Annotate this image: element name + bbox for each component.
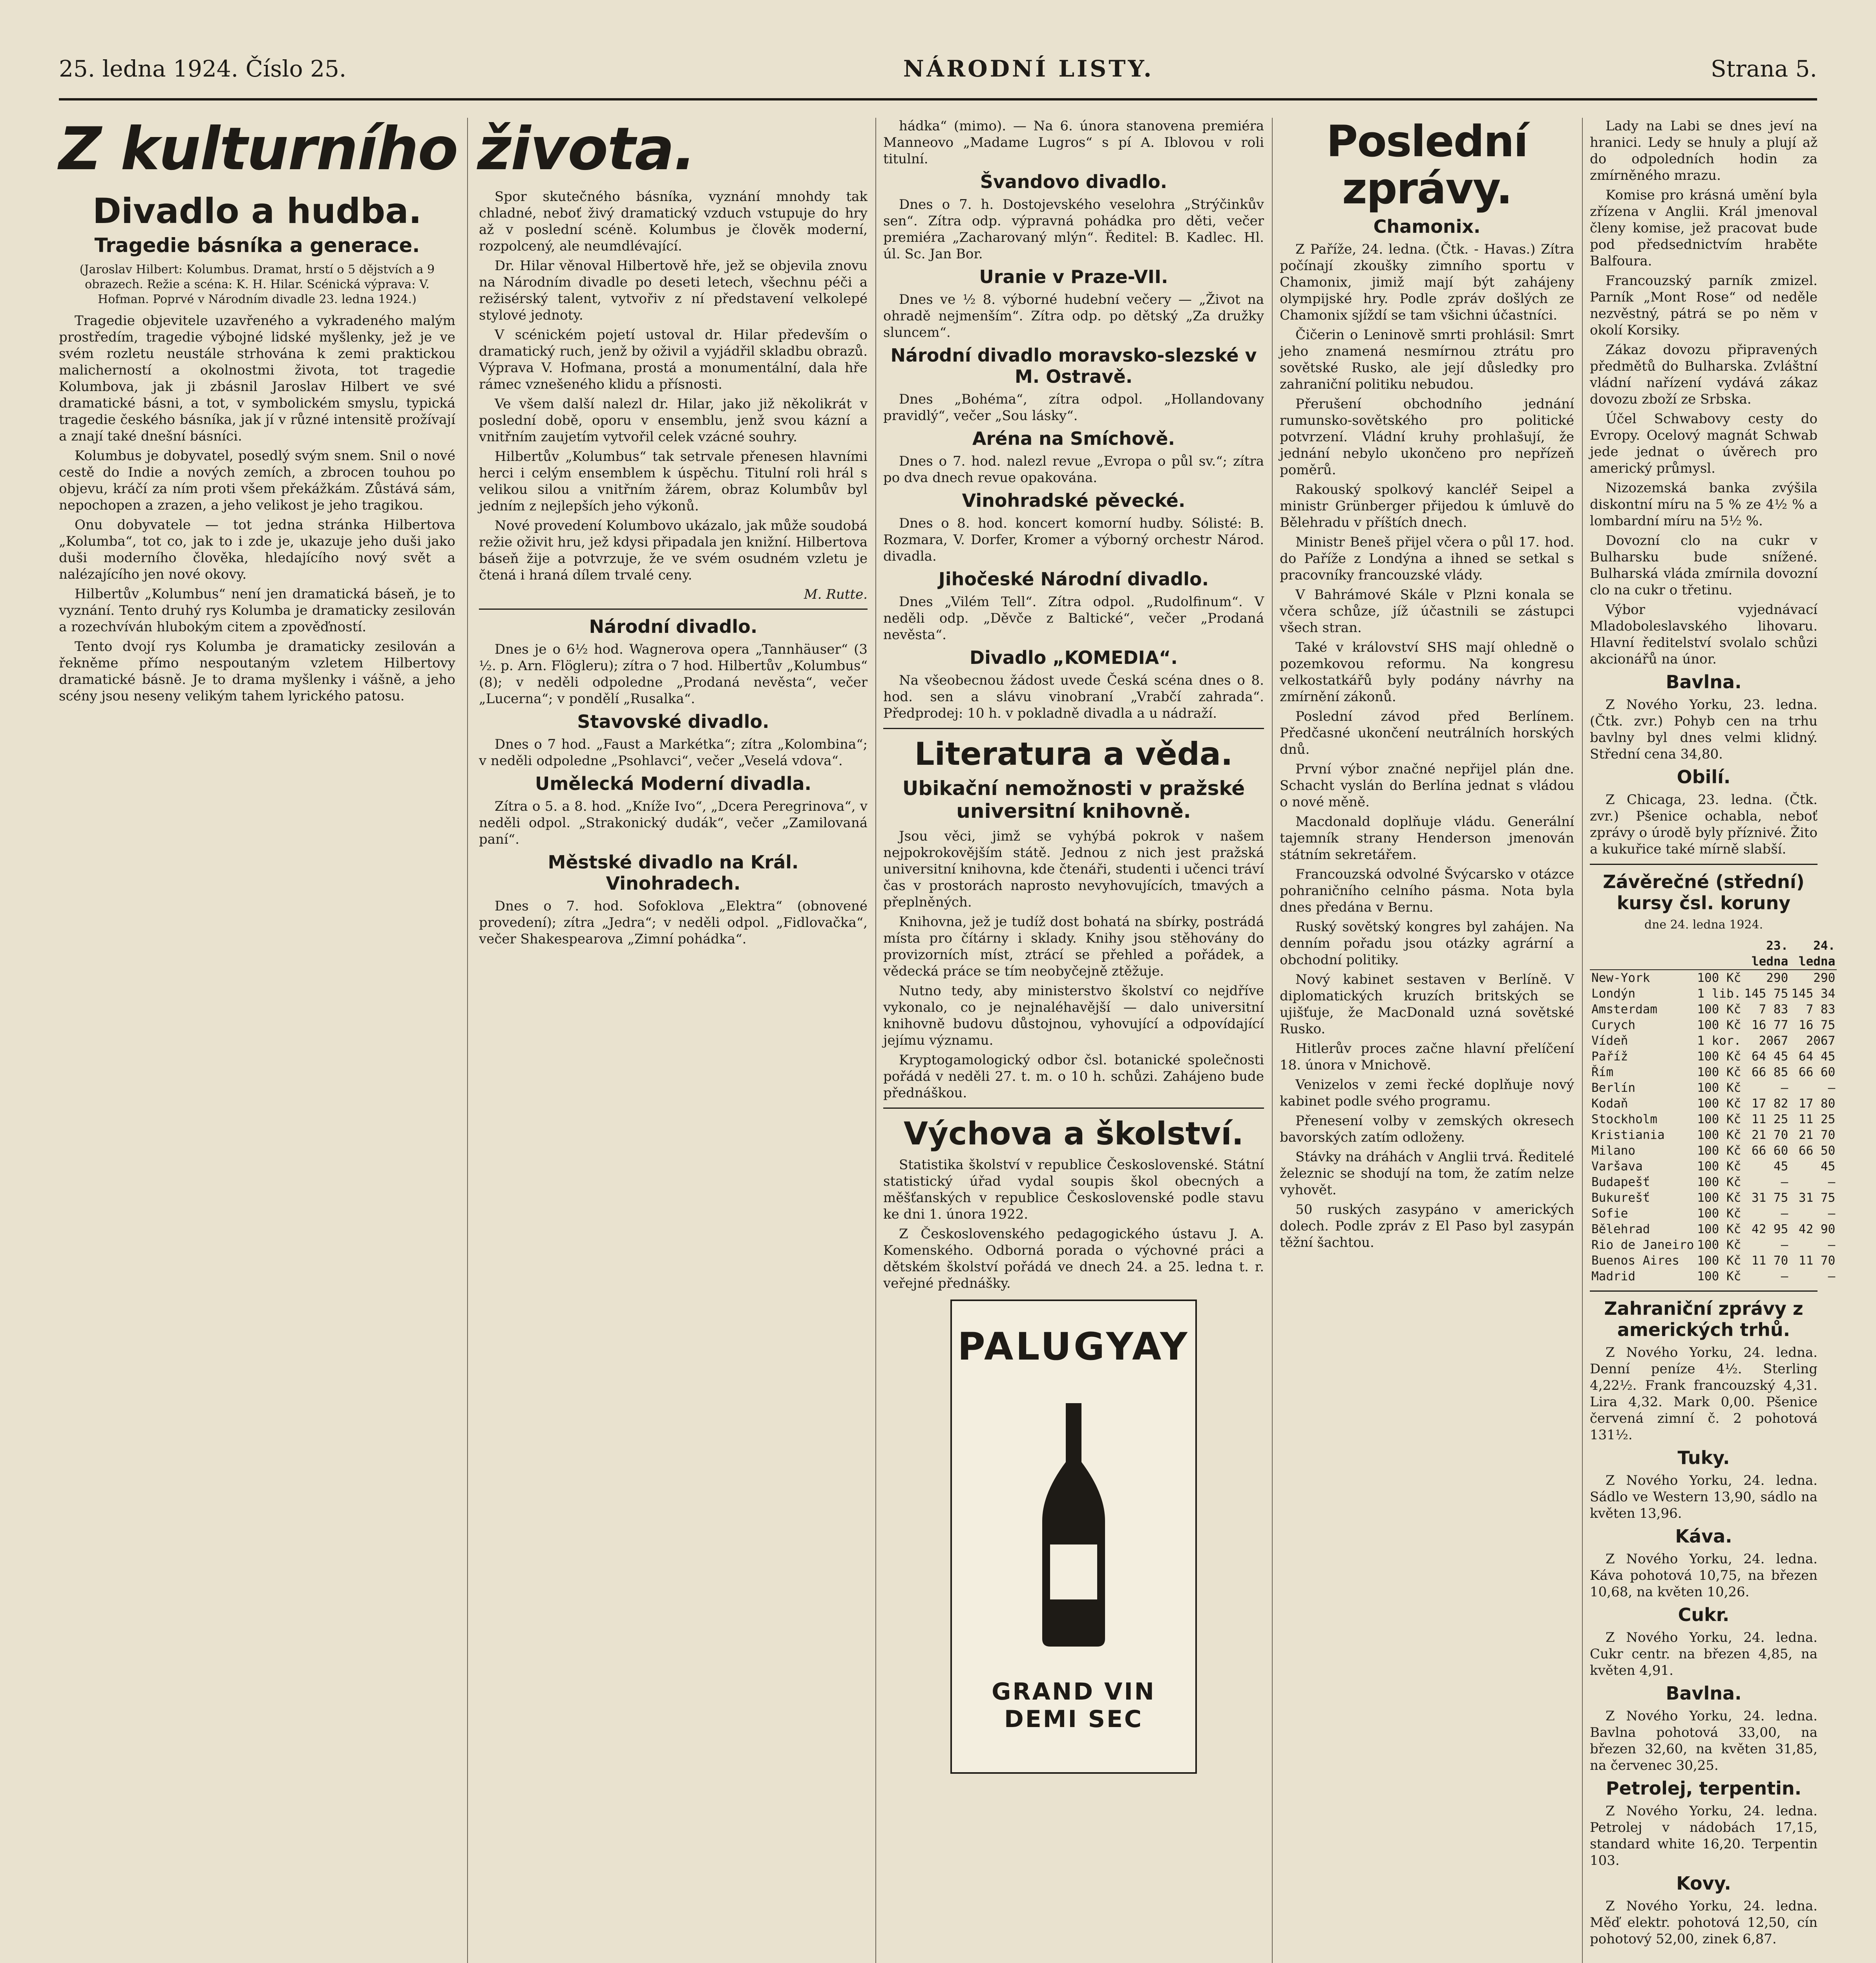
rates-row (1590, 1190, 1837, 1206)
rates-cell: Varšava (1591, 1159, 1643, 1173)
paragraph: Rakouský spolkový kancléř Seipel a ministr Grünberger přijedou k úmluvě do Bělehradu v příštích dnech. (1280, 482, 1574, 530)
rates-cell: Berlín (1591, 1081, 1635, 1095)
column-divider (1272, 118, 1273, 1963)
rates-cell: — (1781, 1238, 1788, 1252)
paragraph: Kryptogamologický odbor čsl. botanické společnosti pořádá v neděli 27. t. m. o 10 h. schůzi. Zahájeno bude přednáškou. (883, 1052, 1264, 1101)
rates-cell: Buenos Aires (1591, 1254, 1679, 1268)
subtitle-theatre-music: Divadlo a hudba. (92, 191, 422, 231)
paragraph: Z Chicaga, 23. ledna. (Čtk. zvr.) Pšenice ochabla, neboť zprávy o úrodě byly příznivé. Žito a kukuřice také mírně slabší. (1590, 792, 1818, 857)
rates-body (1590, 970, 1837, 1284)
paragraph: Z Československého pedagogického ústavu J. A. Komenského. Odborná porada o výchovné práci a dětském školství pořádá ve dnech 24. a 25. ledna t. r. veřejné přednášky. (883, 1226, 1264, 1291)
rates-cell: 42 95 (1751, 1222, 1788, 1236)
rates-cell: 100 Kč (1697, 1206, 1741, 1221)
program-heading: Jihočeské Národní divadlo. (938, 568, 1209, 590)
paragraph: Nutno tedy, aby ministerstvo školství co nejdříve vykonalo, co je nejnaléhavější — dalo universitní knihovně budovu důstojnou, vyhovující a odpovídající jejímu významu. (883, 983, 1264, 1048)
page-number: Strana 5. (1710, 55, 1817, 82)
paragraph: Dovozní clo na cukr v Bulharsku bude snížené. Bulharská vláda zmírnila dovozní clo na cukr o třetinu. (1590, 533, 1818, 598)
divider (1590, 1290, 1818, 1292)
rates-cell: — (1828, 1269, 1836, 1283)
rates-cell: 42 90 (1798, 1222, 1836, 1236)
paragraph: Onu dobyvatele — tot jedna stránka Hilbertova „Kolumba“, tot co, jak to i zde je, ukazuje jeho duši jako duši moderního člověka, hledajícího nový svět a nalézajícího jen nové okovy. (59, 517, 455, 582)
paragraph: Nové provedení Kolumbovo ukázalo, jak může soudobá režie oživit hru, jež kdysi připadala jen knižní. Hilbertova báseň žije a potvrzuje, že ve svém osudném vzletu je čtená i hraná dílem trvalé ceny. (479, 518, 868, 583)
paragraph: V scénickém pojetí ustoval dr. Hilar především o dramatický ruch, jenž by oživil a vyjádřil skladbu obrazů. Výprava V. Hofmana, prostá a monumentální, dala hře rámec vznešeného klidu a přísnosti. (479, 327, 868, 392)
rates-row (1590, 1268, 1837, 1284)
paragraph: Z Nového Yorku, 24. ledna. Denní peníze 4½. Sterling 4,22½. Frank francouzský 4,31. Lira 4,32. Mark 0,00. Pšenice červená zimní č. 2 pohotová 131½. (1590, 1345, 1818, 1443)
rates-cell: 17 80 (1798, 1097, 1836, 1111)
ad-tagline: GRAND VIN DEMI SEC (992, 1678, 1156, 1733)
rates-cell: 7 83 (1806, 1002, 1836, 1016)
paragraph: Z Nového Yorku, 23. ledna. (Čtk. zvr.) Pohyb cen na trhu bavlny byl dnes velmi klidný. Střední cena 34,80. (1590, 697, 1818, 762)
market-heading: Bavlna. (1666, 1683, 1742, 1704)
rates-row (1590, 1111, 1837, 1127)
rates-cell: Bukurešť (1591, 1191, 1650, 1205)
market-column (1590, 118, 1836, 1963)
rates-row (1590, 1253, 1837, 1268)
program-heading: Divadlo „KOMEDIA“. (969, 647, 1178, 668)
market-heading: Bavlna. (1666, 671, 1742, 693)
rates-column-header: 24. ledna (1790, 938, 1837, 970)
rates-cell: Rio de Janeiro (1591, 1238, 1694, 1252)
news-heading: Chamonix. (1373, 216, 1481, 237)
rates-cell: Budapešť (1591, 1175, 1650, 1189)
paragraph: Také v království SHS mají ohledně o pozemkovou reformu. Na kongresu velkostatkářů byly podány návrhy na zmírnění zákonů. (1280, 640, 1574, 705)
newspaper-title: NÁRODNÍ LISTY. (903, 55, 1154, 82)
program-heading: Národní divadlo. (589, 616, 758, 637)
paragraph: První výbor značné nepřijel plán dne. Schacht vyslán do Berlína jednat s vládou o nové měně. (1280, 761, 1574, 810)
rates-cell: Curych (1591, 1018, 1635, 1032)
paragraph: Ruský sovětský kongres byl zahájen. Na denním pořadu jsou otázky agrární a obchodní politiky. (1280, 919, 1574, 968)
program-heading: Aréna na Smíchově. (972, 428, 1175, 449)
program-heading: Stavovské divadlo. (577, 711, 769, 732)
paragraph: Dr. Hilar věnoval Hilbertově hře, jež se objevila znovu na Národním divadle po deseti letech, všechnu péči a režisérský talent, vytvořiv z ní představení velkolepé stylové jednoty. (479, 258, 868, 323)
paragraph: V Bahrámové Skále v Plzni konala se včera schůze, jíž účastnili se zástupci všech stran. (1280, 587, 1574, 636)
paragraph: Ministr Beneš přijel včera o půl 17. hod. do Paříže z Londýna a ihned se setkal s pracovníky francouzské vlády. (1280, 534, 1574, 583)
program-heading: Vinohradské pěvecké. (962, 490, 1186, 511)
rates-cell: 7 83 (1759, 1002, 1788, 1016)
rates-row (1590, 1127, 1837, 1143)
section-title-news: Poslední zprávy. (1326, 116, 1528, 214)
rates-cell: Vídeň (1591, 1034, 1628, 1048)
section-title-education: Výchova a školství. (903, 1115, 1244, 1152)
rates-cell: 66 50 (1798, 1144, 1836, 1158)
rates-cell: 145 34 (1791, 987, 1836, 1001)
rates-cell: Amsterdam (1591, 1002, 1657, 1016)
rates-cell: 21 70 (1798, 1128, 1836, 1142)
paragraph: Nový kabinet sestaven v Berlíně. V diplomatických kruzích britských se ujišťuje, že MacDonald uzná sovětské Rusko. (1280, 972, 1574, 1037)
market-heading: Obilí. (1677, 766, 1731, 788)
rates-cell: 100 Kč (1697, 1081, 1741, 1095)
rates-cell: 100 Kč (1697, 1128, 1741, 1142)
paragraph: Stávky na dráhách v Anglii trvá. Ředitelé železnic se shodují na tom, že zatím nelze vyhovět. (1280, 1149, 1574, 1198)
rates-row (1590, 1096, 1837, 1111)
culture-column-2 (479, 188, 868, 1963)
rates-cell: 45 (1820, 1159, 1836, 1173)
rates-cell: 31 75 (1798, 1191, 1836, 1205)
issue-date: 25. ledna 1924. Číslo 25. (59, 55, 347, 82)
rates-cell: — (1828, 1238, 1836, 1252)
program-text: Zítra o 5. a 8. hod. „Kníže Ivo“, „Dcera Peregrinova“, v neděli odpol. „Strakonický dudák“, večer „Zamilovaná paní“. (479, 799, 868, 847)
program-heading: Městské divadlo na Král. Vinohradech. (548, 852, 799, 894)
paragraph: Z Nového Yorku, 24. ledna. Bavlna pohotová 33,00, na březen 32,60, na květen 31,85, na červenec 30,25. (1590, 1708, 1818, 1773)
program-text: Dnes o 7. h. Dostojevského veselohra „Strýčinkův sen“. Zítra odp. výpravná pohádka pro děti, večer premiéra „Zacharovaný mlýn“. Ředitel: B. Kadlec. Hl. úl. Sc. Jan Bor. (883, 197, 1264, 262)
rates-row (1590, 1049, 1837, 1064)
rates-cell: — (1828, 1206, 1836, 1221)
paragraph: Jsou věci, jimž se vyhýbá pokrok v našem nejpokrokovějším státě. Jednou z nich jest pražská universitní knihovna, kde čtenáři, studenti i učenci tráví čas v prostorách naprosto nevyhovujících, tmavých a přeplněných. (883, 828, 1264, 910)
rates-cell: 100 Kč (1697, 1112, 1741, 1126)
header-rule (59, 98, 1817, 101)
article-title-library: Ubikační nemožnosti v pražské universitní knihovně. (902, 777, 1245, 822)
news-column (1280, 118, 1574, 1963)
rates-cell: 100 Kč (1697, 1269, 1741, 1283)
rates-cell: Londýn (1591, 987, 1635, 1001)
rates-row (1590, 1159, 1837, 1174)
page-header (59, 47, 1817, 90)
rates-subtitle: dne 24. ledna 1924. (1644, 918, 1763, 932)
paragraph: Přenesení volby v zemských okresech bavorských zatím odloženy. (1280, 1113, 1574, 1145)
program-heading: Uranie v Praze-VII. (979, 266, 1168, 287)
rates-cell: 1 lib. (1697, 987, 1741, 1001)
market-heading: Cukr. (1678, 1604, 1730, 1625)
rates-cell: 16 77 (1751, 1018, 1788, 1032)
paragraph: Z Paříže, 24. ledna. (Čtk. - Havas.) Zítra počínají zkoušky zimního sportu v Chamonix, jimiž mají být zahájeny olympijské hry. Podle zpráv došlých ze Chamonix sjíždí se tam všichni účastníci. (1280, 241, 1574, 323)
rates-row (1590, 1174, 1837, 1190)
rates-cell: 64 45 (1751, 1049, 1788, 1064)
market-heading: Kovy. (1676, 1873, 1731, 1894)
rates-cell: Madrid (1591, 1269, 1635, 1283)
rates-row (1590, 1237, 1837, 1253)
middle-column (883, 118, 1264, 1963)
program-text: Na všeobecnou žádost uvede Česká scéna dnes o 8. hod. sen a slávu vinobraní „Vrabčí zahrada“. Předprodej: 10 h. v pokladně divadla a u nádraží. (883, 673, 1264, 721)
rates-cell: 66 85 (1751, 1065, 1788, 1079)
paragraph: Ve všem další nalezl dr. Hilar, jako již několikrát v poslední době, oporu v ensemblu, jenž svou kázní a vnitřním zaujetím vytvořil celek vzácné souhry. (479, 396, 868, 445)
paragraph: Tento dvojí rys Kolumba je dramaticky zesilován a řekněme přímo nespoutaným vzletem Hilbertovy dramatické básně. Je to drama myšlenky i vášně, a jeho scény jsou neseny velikým tahem lyrického patosu. (59, 639, 455, 704)
article-meta: (Jaroslav Hilbert: Kolumbus. Dramat, hrstí o 5 dějstvích a 9 obrazech. Režie a scéna: K. H. Hilar. Scénická výprava: V. Hofman. Poprvé v Národním divadle 23. ledna 1924.) (79, 263, 435, 306)
rates-cell: Paříž (1591, 1049, 1628, 1064)
program-text: Dnes o 8. hod. koncert komorní hudby. Sólisté: B. Rozmara, V. Dorfer, Kromer a výborný orchestr Národ. divadla. (883, 515, 1264, 564)
paragraph: Venizelos v zemi řecké doplňuje nový kabinet podle svého programu. (1280, 1077, 1574, 1109)
ad-brand: PALUGYAY (957, 1325, 1190, 1369)
rates-header-row (1590, 938, 1837, 970)
program-heading: Švandovo divadlo. (980, 171, 1167, 192)
rates-cell: Řím (1591, 1065, 1613, 1079)
rates-cell: 100 Kč (1697, 1018, 1741, 1032)
column-divider (875, 118, 876, 1963)
paragraph: Z Nového Yorku, 24. ledna. Sádlo ve Western 13,90, sádlo na květen 13,96. (1590, 1473, 1818, 1521)
article-title-tragedy: Tragedie básníka a generace. (94, 234, 420, 257)
rates-row (1590, 1017, 1837, 1033)
rates-cell: 290 (1766, 971, 1788, 985)
currency-rates-table (1590, 938, 1837, 1284)
market-heading: Petrolej, terpentin. (1606, 1778, 1802, 1799)
rates-cell: 100 Kč (1697, 971, 1741, 985)
divider (1590, 864, 1818, 865)
column-divider (1582, 118, 1583, 1963)
paragraph: Hilbertův „Kolumbus“ není jen dramatická báseň, je to vyznání. Tento druhý rys Kolumba je dramaticky zesilován a rozechvíván hlubokým citem a zpověďností. (59, 586, 455, 635)
rates-cell: 16 75 (1798, 1018, 1836, 1032)
rates-cell: Milano (1591, 1144, 1635, 1158)
rates-cell: 66 60 (1751, 1144, 1788, 1158)
rates-row (1590, 970, 1837, 986)
rates-row (1590, 1033, 1837, 1049)
rates-cell: 45 (1773, 1159, 1788, 1173)
paragraph: Poslední závod před Berlínem. Předčasné ukončení neutrálních horských dnů. (1280, 709, 1574, 757)
paragraph: Hilbertův „Kolumbus“ tak setrvale přenesen hlavními herci i celým ensemblem k úspěchu. Titulní roli hrál s velikou silou a vnitřním žárem, obraz Kolumbův byl jedním z nejlepších jeho výkonů. (479, 449, 868, 514)
paragraph: Hitlerův proces začne hlavní přelíčení 18. února v Mnichově. (1280, 1041, 1574, 1073)
rates-cell: 100 Kč (1697, 1159, 1741, 1173)
program-text: Dnes o 7. hod. nalezl revue „Evropa o půl sv.“; zítra po dva dnech revue opakována. (883, 453, 1264, 486)
rates-cell: 100 Kč (1697, 1254, 1741, 1268)
column-divider (467, 118, 468, 1963)
rates-cell: Stockholm (1591, 1112, 1657, 1126)
paragraph: 50 ruských zasypáno v amerických dolech. Podle zpráv z El Paso byl zasypán těžní šachtou. (1280, 1202, 1574, 1250)
divider (883, 1108, 1264, 1109)
paragraph: Přerušení obchodního jednání rumunsko-sovětského pro politické potvrzení. Vládní kruhy prohlašují, že jednání nebylo ukončeno pro nepřízeň poměrů. (1280, 396, 1574, 478)
rates-row (1590, 1080, 1837, 1096)
rates-cell: — (1828, 1081, 1836, 1095)
rates-cell: 290 (1813, 971, 1836, 985)
rates-cell: 21 70 (1751, 1128, 1788, 1142)
divider (479, 609, 868, 610)
paragraph: Spor skutečného básníka, vyznání mnohdy tak chladné, neboť živý dramatický vzduch vstupuje do hry až v poslední scéně. Kolumbus je člověk moderní, rozpolcený, ale neumdlévající. (479, 189, 868, 254)
rates-cell: 100 Kč (1697, 1097, 1741, 1111)
rates-row (1590, 1206, 1837, 1221)
rates-row (1590, 1064, 1837, 1080)
paragraph: Francouzský parník zmizel. Parník „Mont Rose“ od neděle nezvěstný, pátrá se po něm v okolí Korsiky. (1590, 273, 1818, 338)
paragraph: Nizozemská banka zvýšila diskontní míru na 5 % ze 4½ % a lombardní míru na 5½ %. (1590, 480, 1818, 529)
paragraph: hádka“ (mimo). — Na 6. února stanovena premiéra Manneovo „Madame Lugros“ s pí A. Iblovou v roli titulní. (883, 118, 1264, 167)
rates-cell: 100 Kč (1697, 1175, 1741, 1189)
rates-cell: — (1828, 1175, 1836, 1189)
rates-column-header (1695, 938, 1743, 970)
program-text: Dnes o 7 hod. „Faust a Markétka“; zítra „Kolombina“; v neděli odpoledne „Psohlavci“, večer „Veselá vdova“. (479, 737, 868, 769)
culture-column-1 (59, 188, 455, 1963)
rates-row (1590, 1143, 1837, 1159)
paragraph: Z Nového Yorku, 24. ledna. Petrolej v nádobách 17,15, standard white 16,20. Terpentin 103. (1590, 1803, 1818, 1868)
paragraph: Komise pro krásná umění byla zřízena v Anglii. Král jmenoval členy komise, jež pracovat bude pod předsednictvím hraběte Balfoura. (1590, 187, 1818, 269)
rates-row (1590, 986, 1837, 1002)
rates-cell: 11 25 (1751, 1112, 1788, 1126)
paragraph: Knihovna, jež je tudíž dost bohatá na sbírky, postrádá místa pro čítárny i sklady. Knihy jsou stěhovány do provizorních míst, ztrácí se přehled a pořádek, a vědecká práce se tím neobyčejně ztěžuje. (883, 914, 1264, 979)
rates-cell: 11 70 (1798, 1254, 1836, 1268)
paragraph: Z Nového Yorku, 24. ledna. Měď elektr. pohotová 12,50, cín pohotový 52,00, zinek 6,87. (1590, 1898, 1818, 1947)
paragraph: Kolumbus je dobyvatel, posedlý svým snem. Snil o nové cestě do Indie a nových zemích, a zbrocen touhou po objevu, kráčí za ním proti všem překážkám. Zůstává sám, nepochopen a zrazen, a jeho velikost je jeho tragikou. (59, 448, 455, 513)
rates-column-header: 23. ledna (1743, 938, 1790, 970)
rates-cell: 66 60 (1798, 1065, 1836, 1079)
palugyay-advertisement (950, 1300, 1197, 1774)
rates-cell: Bělehrad (1591, 1222, 1650, 1236)
paragraph: Z Nového Yorku, 24. ledna. Káva pohotová 10,75, na březen 10,68, na květen 10,26. (1590, 1551, 1818, 1600)
program-heading: Národní divadlo moravsko-slezské v M. Ostravě. (890, 345, 1257, 387)
market-heading: Káva. (1675, 1526, 1732, 1547)
program-text: Dnes „Bohéma“, zítra odpol. „Hollandovany pravidlý“, večer „Sou lásky“. (883, 391, 1264, 424)
rates-cell: 11 25 (1798, 1112, 1836, 1126)
paragraph: Statistika školství v republice Československé. Státní statistický úřad vydal soupis škol obecných a měšťanských v republice Československé podle stavu ke dni 1. února 1922. (883, 1157, 1264, 1222)
paragraph: Z Nového Yorku, 24. ledna. Cukr centr. na březen 4,85, na květen 4,91. (1590, 1630, 1818, 1678)
rates-row (1590, 1221, 1837, 1237)
paragraph: Účel Schwabovy cesty do Evropy. Ocelový magnát Schwab jede jednat o úvěrech pro americký průmysl. (1590, 411, 1818, 476)
rates-cell: 11 70 (1751, 1254, 1788, 1268)
program-text: Dnes je o 6½ hod. Wagnerova opera „Tannhäuser“ (3 ½. p. Arn. Flögleru); zítra o 7 hod. Hilbertův „Kolumbus“ (8); v neděli odpoledne „Prodaná nevěsta“, večer „Lucerna“; v pondělí „Rusalka“. (479, 642, 868, 707)
rates-cell: Kodaň (1591, 1097, 1628, 1111)
rates-cell: 100 Kč (1697, 1238, 1741, 1252)
rates-cell: 100 Kč (1697, 1065, 1741, 1079)
divider (883, 728, 1264, 729)
rates-cell: 17 82 (1751, 1097, 1788, 1111)
rates-cell: 145 75 (1744, 987, 1788, 1001)
rates-column-header (1590, 938, 1695, 970)
rates-cell: — (1781, 1206, 1788, 1221)
paragraph: Výbor vyjednávací Mladoboleslavského lihovaru. Hlavní ředitelství svolalo schůzi akcionářů na únor. (1590, 602, 1818, 667)
rates-cell: New-York (1591, 971, 1650, 985)
paragraph: Tragedie objevitele uzavřeného a vykradeného malým prostředím, tragedie výbojné lidské myšlenky, jež je ve svém rozletu neustále strhována k zemi praktickou malicherností a okolnostmi života, tot tragedie Kolumbova, jak ji zbásnil Jaroslav Hilbert ve své dramatické básni, a tot, v symbolickém smyslu, typická tragedie českého básníka, jak jí v různé intensitě prožívají a znají také dnešní básníci. (59, 313, 455, 444)
author-signature: M. Rutte. (804, 587, 868, 602)
market-heading: Zahraniční zprávy z amerických trhů. (1604, 1298, 1803, 1340)
rates-cell: — (1781, 1175, 1788, 1189)
paragraph: Zákaz dovozu připravených předmětů do Bulharska. Zvláštní vládní nařízení vydává zákaz dovozu zboží ze Srbska. (1590, 342, 1818, 407)
program-text: Dnes „Vilém Tell“. Zítra odpol. „Rudolfinum“. V neděli odp. „Děvče z Baltické“, večer „Prodaná nevěsta“. (883, 594, 1264, 643)
paragraph: Lady na Labi se dnes jeví na hranici. Ledy se hnuly a plují až do odpoledních hodin za zmírněného mrazu. (1590, 118, 1818, 183)
rates-cell: 2067 (1759, 1034, 1788, 1048)
program-text: Dnes o 7. hod. Sofoklova „Elektra“ (obnovené provedení); zítra „Jedra“; v neděli odpol. „Fidlovačka“, večer Shakespearova „Zimní pohádka“. (479, 898, 868, 947)
rates-cell: 100 Kč (1697, 1002, 1741, 1016)
rates-cell: 31 75 (1751, 1191, 1788, 1205)
rates-cell: 100 Kč (1697, 1222, 1741, 1236)
rates-cell: 100 Kč (1697, 1144, 1741, 1158)
rates-cell: 2067 (1806, 1034, 1836, 1048)
rates-row (1590, 1002, 1837, 1017)
rates-cell: Sofie (1591, 1206, 1628, 1221)
program-text: Dnes ve ½ 8. výborné hudební večery — „Život na ohradě nejmenším“. Zítra odp. po dětský „Za družky sluncem“. (883, 292, 1264, 340)
rates-cell: 64 45 (1798, 1049, 1836, 1064)
rates-cell: — (1781, 1081, 1788, 1095)
paragraph: Macdonald doplňuje vládu. Generální tajemník strany Henderson jmenován státním sekretářem. (1280, 814, 1574, 863)
section-title-culture: Z kulturního života. (59, 115, 696, 183)
section-title-literature: Literatura a věda. (914, 736, 1233, 772)
program-heading: Umělecká Moderní divadla. (535, 773, 811, 794)
rates-cell: 1 kor. (1697, 1034, 1741, 1048)
rates-title: Závěrečné (střední) kursy čsl. koruny (1603, 871, 1805, 914)
rates-cell: — (1781, 1269, 1788, 1283)
paragraph: Francouzská odvolné Švýcarsko v otázce pohraničního celního pásma. Nota byla dnes předána v Bernu. (1280, 866, 1574, 915)
wine-bottle-icon (1034, 1403, 1113, 1647)
rates-cell: 100 Kč (1697, 1191, 1741, 1205)
market-heading: Tuky. (1677, 1447, 1730, 1468)
rates-cell: Kristiania (1591, 1128, 1665, 1142)
rates-cell: 100 Kč (1697, 1049, 1741, 1064)
paragraph: Čičerin o Leninově smrti prohlásil: Smrt jeho znamená nesmírnou ztrátu pro sovětské Rusko, ale její důsledky pro zahraniční politiku nebudou. (1280, 327, 1574, 392)
